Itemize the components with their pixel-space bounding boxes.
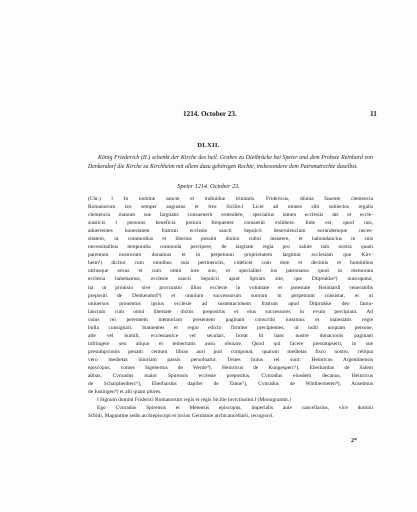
text-line: de Scharphenberc⁶), Eberhardus dapifer de Tanne⁷), Cvnradus de Winthersteten⁸), Anselmus xyxy=(88,381,373,388)
text-line: de Iustingen⁹) et alii quam plures. xyxy=(88,389,162,396)
text-line: ecclesia habebamus, ecclesie sancti Sepulcri apud Spiram site, que Ditprukke²) nuncupatur, xyxy=(88,276,373,283)
text-line: siasticis ‖ personis beneficia potiora frequenter consueuit exhibere. Inde est, quod nos, xyxy=(88,220,373,227)
summary-line: König Friederich (II.) schenkt der Kirche des heil. Grabes zu Dietbrücke bei Speier und xyxy=(98,155,309,161)
summary-line: dem Probste Reinhard von Denkendorf die Kirche zu Kirchheim mit allem dazu xyxy=(88,155,373,170)
text-line: uniuersos prouentus ipsius ecclesie ad sustentacionem fratrum apud Ditprukke deo famu- xyxy=(88,300,373,307)
page-header xyxy=(0,110,417,122)
text-line: aduertentes honestatem fratrum ecclesie sancti Sepulcri deseruiencium eorundemque neces- xyxy=(88,228,373,235)
text-line: sitatem, ut commodius et liberius possint diuino cultui insistere, et habundancius in suis xyxy=(88,236,373,243)
text-line: prepositi de Denkendorf³) et omnium successorum suorum in perpetuum consistat, et ut xyxy=(88,292,373,299)
text-line: Sifridi, Maguntine sedis archiepiscopi et tocius Germanie archicancellarii, recognovi. xyxy=(88,413,274,420)
charter-text xyxy=(88,195,373,420)
text-line: (Chr.) ‖ In nomine sancte et indiuidue trinitatis. Fridericus, diuina fauente clemencia xyxy=(88,196,373,202)
signum-line: ‖ Signum domini Friderici Romanorum regis et regis Sicilie invictissimi.‖ (Monogramm.) xyxy=(97,397,291,404)
summary-line: gehörigen Rechte, insbesondere dem Patronatrechte daselbst. xyxy=(212,163,358,170)
text-line: necessitatibus temporalia commoda percipere, de largitate regia pro salute tam nostra quam xyxy=(88,244,373,251)
text-line: infringere seu aliquo ei temeritatis ausu obuiare. Quod qui facere presumpserit, in sue xyxy=(88,340,373,347)
text-line: lancium cum omni libertate dictus prepositus et eius successores in evum percipiant. Ad xyxy=(88,308,373,315)
text-line: utriusque sexus et cum omni iure suo, et specialiter ius patronatus quod in memorata xyxy=(88,268,373,275)
text-line: cuius rei perennem memoriam presentem paginam conscribi iussimus et maiestatis regie xyxy=(88,316,373,323)
text-line: alte vel humili, ecclesiastice vel seculari, liceat ‖it hanc nostre donacionis paginam xyxy=(88,332,373,339)
document-number: DLXII. xyxy=(197,142,220,149)
document-summary xyxy=(88,154,373,171)
text-line: bulla consignari. Statuentes et regio edicto firmiter precipientes, ut nulli unquam persone, xyxy=(88,324,373,331)
text-line: abbas, Cvnradus maior Spirensis ecclesie prepositus, Cvnradus eiusdem decanus, Heinricus xyxy=(88,373,373,380)
text-line: episcopus, comes Sigebertus de Werde⁴), Heinricus de Kungesperc⁵), Eberhardus de Salem xyxy=(88,364,373,371)
text-line: clemencia manum sue largitatis consueuerit extendere, specialius tamen ecclesiis dei et eccle- xyxy=(88,212,373,219)
place-and-date: Speier 1214. October 23. xyxy=(177,183,240,190)
text-line: Ego Cvnradus Spirensis et Metensis episcopus, imperialis aule cancellarius, vice domini xyxy=(97,405,373,412)
text-line: vero medietas iniuriam passis persoluatur. Testes huius rei sunt: Heinricus Argentinensis xyxy=(88,356,373,363)
text-line: presumpcionis penam centum libras auri puri componat, quarum medietas fisco nostro, reliqua xyxy=(88,348,373,355)
text-line: Romanorum rex semper augustus et ‖rex Sicilie.‖ Licet ad omnes sibi subiectos regalis xyxy=(88,204,373,211)
page-signature: 2* xyxy=(351,438,357,444)
text-line: ita ut prouisio sive procuratio illius ecclesie in voluntate et potestate Reinhardi venerabilis xyxy=(88,284,373,291)
header-date: 1214. October 23. xyxy=(183,110,237,118)
header-page-number: 11 xyxy=(370,110,377,118)
text-line: heim¹) dicitur cum omnibus suis pertinenciis, videlicet cum dote et decimis et hominibus xyxy=(88,260,373,267)
text-line: parentum nostrorum donamus et in perpetuum proprietatem largimur ecclesiam que Kirc- xyxy=(88,252,373,259)
